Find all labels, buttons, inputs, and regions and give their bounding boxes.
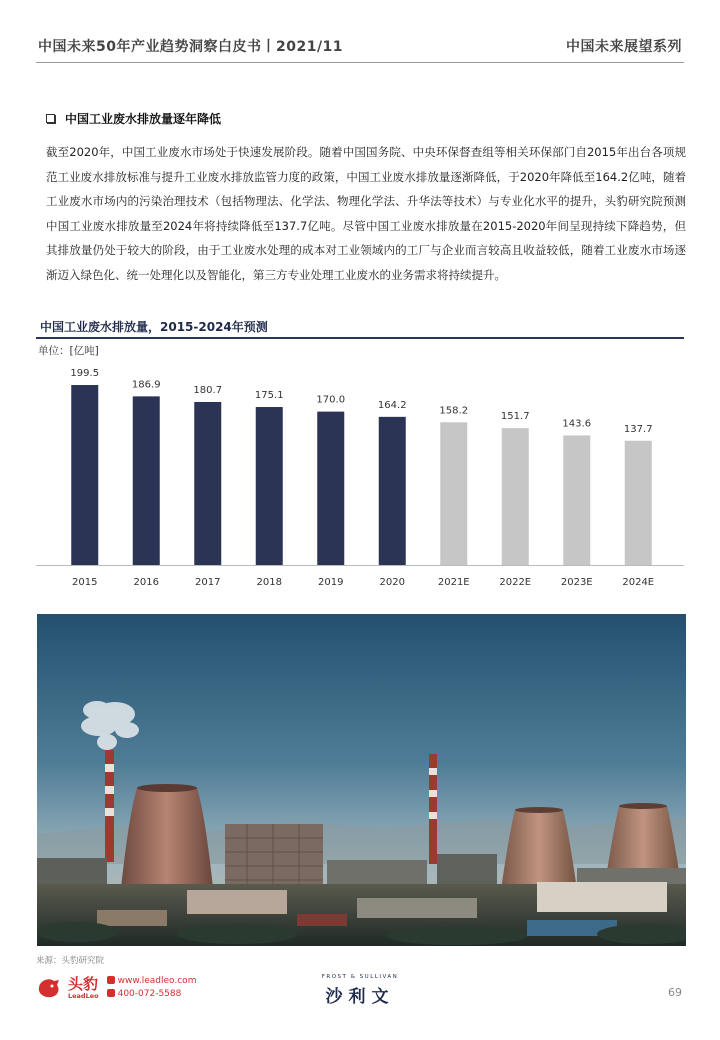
section-heading xyxy=(46,110,221,127)
value-label-2021E: 158.2 xyxy=(439,405,469,417)
category-label-2015: 2015 xyxy=(72,577,98,588)
body-paragraph: 截至2020年，中国工业废水市场处于快速发展阶段。随着中国国务院、中央环保督查组等相关环保部门自2015年出台各项规范工业废水排放标准与提升工业废水排放监管力度的政策，中国工业废水排放量逐渐降低，于2020年降低至164.2亿吨，随着工业废水市场内的污染治理技术（包括物理法、化学法、物理化学法、升华法等技术）与专业化水平的提升，头豹研究院预测中国工业废水排放量至2024年将持续降低至137.7亿吨。尽管中国工业废水排放量在2015-2020年间呈现持续下降趋势，但其排放量仍处于较大的阶段，由于工业废水处理的成本对工业领域内的工厂与企业而言较高且收益较低，随着工业废水市场逐渐迈入绿色化、统一处理化以及智能化，第三方专业处理工业废水的业务需求将持续提升。 xyxy=(46,145,686,282)
contact-block xyxy=(107,975,197,1001)
value-label-2016: 186.9 xyxy=(131,379,161,391)
value-label-2018: 175.1 xyxy=(254,390,284,402)
partner-name: 沙利文 xyxy=(325,987,395,1007)
page-number: 69 xyxy=(668,986,682,999)
bar-2021E xyxy=(440,422,467,565)
brand-name: 头豹 xyxy=(68,974,99,993)
value-label-2023E: 143.6 xyxy=(562,418,592,430)
value-label-2022E: 151.7 xyxy=(500,411,530,423)
bar-2017 xyxy=(194,402,221,565)
bar-2020 xyxy=(379,417,406,565)
section-heading-text: 中国工业废水排放量逐年降低 xyxy=(65,112,222,126)
checkbox-bullet-icon xyxy=(46,114,55,123)
bar-2023E xyxy=(563,435,590,565)
category-label-2024E: 2024E xyxy=(622,577,655,588)
category-label-2018: 2018 xyxy=(256,577,282,588)
category-label-2019: 2019 xyxy=(318,577,344,588)
bar-2022E xyxy=(502,428,529,565)
value-label-2017: 180.7 xyxy=(193,384,223,396)
header-divider xyxy=(36,62,684,63)
category-label-2021E: 2021E xyxy=(437,577,470,588)
cooling-towers-illustration xyxy=(37,614,686,946)
value-label-2024E: 137.7 xyxy=(623,423,653,435)
brand-sub: LeadLeo xyxy=(68,991,99,1000)
bar-2015 xyxy=(71,385,98,565)
chart-unit-label: 单位：[亿吨] xyxy=(38,345,99,357)
category-label-2017: 2017 xyxy=(195,577,221,588)
leopard-head-icon xyxy=(36,975,62,1001)
category-label-2020: 2020 xyxy=(379,577,405,588)
value-label-2019: 170.0 xyxy=(316,394,346,406)
category-label-2016: 2016 xyxy=(133,577,159,588)
bar-2019 xyxy=(317,412,344,565)
category-label-2022E: 2022E xyxy=(499,577,532,588)
leadleo-logo xyxy=(36,975,196,1001)
chart-title-divider xyxy=(36,337,684,339)
source-note: 来源：头豹研究院 xyxy=(36,956,105,966)
bar-2024E xyxy=(625,441,652,565)
value-label-2020: 164.2 xyxy=(377,399,407,411)
globe-icon xyxy=(107,976,115,984)
series-title: 中国未来展望系列 xyxy=(566,39,682,55)
chart-title: 中国工业废水排放量，2015-2024年预测 xyxy=(40,320,268,334)
bar-2016 xyxy=(133,396,160,565)
phone-number: 400-072-5588 xyxy=(117,989,182,999)
category-label-2023E: 2023E xyxy=(560,577,593,588)
bar-2018 xyxy=(256,407,283,565)
phone-icon xyxy=(107,989,115,997)
industrial-plant-photo xyxy=(37,614,686,946)
report-title: 中国未来50年产业趋势洞察白皮书丨2021/11 xyxy=(38,39,344,55)
value-label-2015: 199.5 xyxy=(70,368,100,379)
partner-top-text: FROST & SULLIVAN xyxy=(321,974,399,980)
website-link[interactable]: www.leadleo.com xyxy=(117,976,197,986)
frost-sullivan-logo xyxy=(310,974,410,1007)
bar-chart xyxy=(36,358,684,594)
